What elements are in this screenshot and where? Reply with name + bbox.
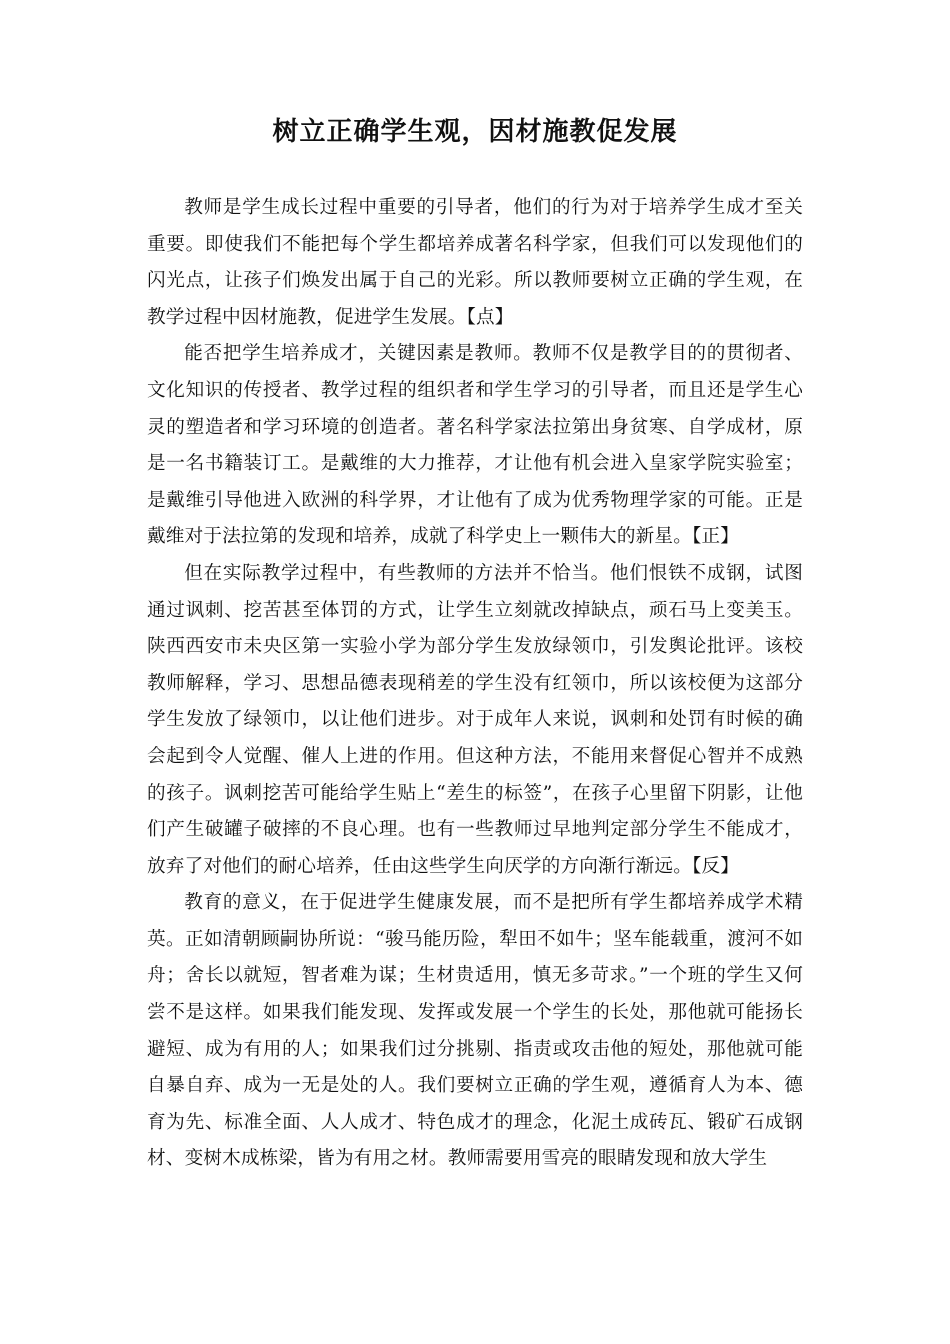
paragraph-2: 能否把学生培养成才，关键因素是教师。教师不仅是教学目的的贯彻者、文化知识的传授者、教学过程的组织者和学生学习的引导者，而且还是学生心灵的塑造者和学习环境的创造者。著名科学家法拉第出身贫寒、自学成材，原是一名书籍装订工。是戴维的大力推荐，才让他有机会进入皇家学院实验室；是戴维引导他进入欧洲的科学界，才让他有了成为优秀物理学家的可能。正是戴维对于法拉第的发现和培养，成就了科学史上一颗伟大的新星。【正】 <box>147 343 803 548</box>
paragraph-3: 但在实际教学过程中，有些教师的方法并不恰当。他们恨铁不成钢，试图通过讽刺、挖苦甚至体罚的方式，让学生立刻就改掉缺点，顽石马上变美玉。陕西西安市未央区第一实验小学为部分学生发放绿领巾，引发舆论批评。该校教师解释，学习、思想品德表现稍差的学生没有红领巾，所以该校便为这部分学生发放了绿领巾，以让他们进步。对于成年人来说，讽刺和处罚有时候的确会起到令人觉醒、催人上进的作用。但这种方法，不能用来督促心智并不成熟的孩子。讽刺挖苦可能给学生贴上“差生的标签”，在孩子心里留下阴影，让他们产生破罐子破摔的不良心理。也有一些教师过早地判定部分学生不能成才，放弃了对他们的耐心培养，任由这些学生向厌学的方向渐行渐远。【反】 <box>147 562 803 877</box>
document-title: 树立正确学生观，因材施教促发展 <box>272 117 678 147</box>
paragraph-4: 教育的意义，在于促进学生健康发展，而不是把所有学生都培养成学术精英。正如清朝顾嗣协所说：“骏马能历险，犁田不如牛；坚车能载重，渡河不如舟；舍长以就短，智者难为谋；生材贵适用，慎无多苛求。”一个班的学生又何尝不是这样。如果我们能发现、发挥或发展一个学生的长处，那他就可能扬长避短、成为有用的人；如果我们过分挑剔、指责或攻击他的短处，那他就可能自暴自弃、成为一无是处的人。我们要树立正确的学生观，遵循育人为本、德育为先、标准全面、人人成才、特色成才的理念，化泥土成砖瓦、锻矿石成钢材、变树木成栋梁，皆为有用之材。教师需要用雪亮的眼睛发现和放大学生 <box>147 892 803 1170</box>
document-body <box>147 190 803 1178</box>
paragraph-1: 教师是学生成长过程中重要的引导者，他们的行为对于培养学生成才至关重要。即使我们不能把每个学生都培养成著名科学家，但我们可以发现他们的闪光点，让孩子们焕发出属于自己的光彩。所以教师要树立正确的学生观，在教学过程中因材施教，促进学生发展。【点】 <box>147 197 803 328</box>
